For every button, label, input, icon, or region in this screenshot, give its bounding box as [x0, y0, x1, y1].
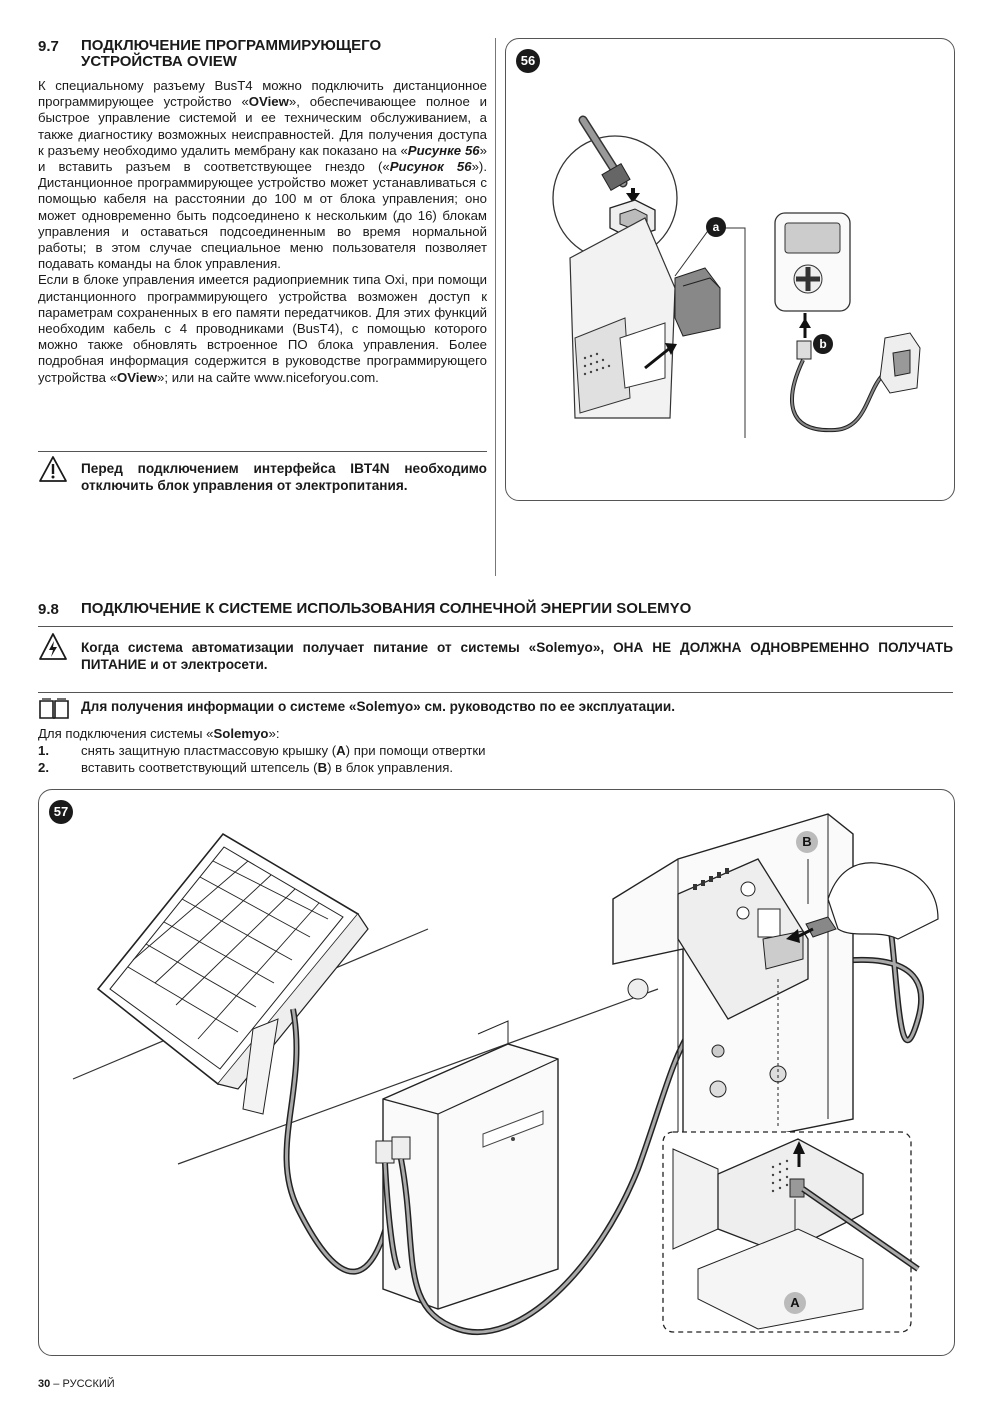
section-98-title: ПОДКЛЮЧЕНИЕ К СИСТЕМЕ ИСПОЛЬЗОВАНИЯ СОЛНЕЧНОЙ ЭНЕРГИИ SOLEMYO — [81, 600, 692, 617]
section-97-title-line2: УСТРОЙСТВА OVIEW — [81, 53, 237, 70]
column-divider — [495, 38, 496, 576]
page-language: – РУССКИЙ — [50, 1378, 115, 1390]
step-bold: B — [317, 760, 328, 775]
step-2-number: 2. — [38, 760, 49, 775]
separator — [38, 451, 487, 452]
figure-57-label-A: A — [784, 1292, 806, 1314]
text-run: » и вставить разъем в соответствующее гнездо (« — [38, 142, 487, 175]
text-run: »; или на сайте www.niceforyou.com. — [157, 369, 379, 385]
figure-57-illustration — [38, 789, 953, 1354]
manual-book-icon — [38, 697, 70, 721]
text-run: »). Дистанционное программирующее устройство может устанавливаться с помощью кабеля на расстоянии до 100 м от блока управления; оно может одновременно быть подсоединено к нескольким (до 16) блокам управления и оставаться подсоединенным во время нормальной работы; в этом случае специальное меню пользователя позволяет подавать команды на блок управления. — [38, 159, 487, 272]
figure-ref: Рисунке 56 — [407, 142, 480, 158]
step-1-text — [81, 743, 486, 758]
text-run: Для подключения системы « — [38, 726, 214, 741]
section-97-paragraph-2 — [38, 272, 487, 385]
section-97-title — [81, 38, 381, 70]
separator — [38, 626, 953, 627]
solemyo-bold: Solemyo — [213, 726, 269, 741]
section-97-warning: Перед подключением интерфейса IBT4N необходимо отключить блок управления от электропитания. — [81, 461, 487, 493]
text-run: К специальному разъему BusT4 можно подключить дистанционное программирующее устройство « — [38, 78, 487, 110]
section-97-number: 9.7 — [38, 38, 59, 55]
text-run: ) в блок управления. — [327, 760, 453, 775]
section-97-paragraph-1 — [38, 78, 487, 272]
figure-56-label-b: b — [813, 334, 833, 354]
text-run: ) при помощи отвертки — [345, 743, 486, 758]
section-97-body — [38, 78, 487, 386]
separator — [38, 692, 953, 693]
figure-ref: Рисунок 56 — [389, 159, 472, 175]
section-97-title-line1: ПОДКЛЮЧЕНИЕ ПРОГРАММИРУЮЩЕГО — [81, 37, 382, 54]
section-98-info: Для получения информации о системе «Solemyo» см. руководство по ее эксплуатации. — [81, 699, 676, 714]
figure-57-label-B: B — [796, 831, 818, 853]
section-98-warning: Когда система автоматизации получает питание от системы «Solemyo», ОНА НЕ ДОЛЖНА ОДНОВРЕМЕННО ПОЛУЧАТЬ ПИТАНИЕ и от электросети. — [81, 640, 953, 672]
warning-triangle-icon — [38, 455, 68, 483]
text-run: снять защитную пластмассовую крышку ( — [81, 743, 337, 758]
oview-bold: OView — [248, 94, 289, 110]
figure-56-label-a: a — [706, 217, 726, 237]
text-run: »: — [268, 726, 280, 741]
figure-57-badge: 57 — [49, 800, 73, 824]
page-number: 30 — [38, 1378, 51, 1390]
section-98-number: 9.8 — [38, 601, 59, 618]
step-bold: A — [336, 743, 346, 758]
section-98-intro — [38, 726, 279, 741]
text-run: вставить соответствующий штепсель ( — [81, 760, 318, 775]
figure-56-illustration — [505, 38, 953, 499]
text-run: Если в блоке управления имеется радиоприемник типа Oxi, при помощи дистанционного программирующего устройства возможен доступ к параметрам сохраненных в его памяти передатчиков. Для этих функций необходим кабель с 4 проводниками (BusT4), с помощью которого можно также обновлять встроенное ПО блока управления. Более подробная информация содержится в руководстве программирующего устройства « — [38, 272, 487, 385]
high-voltage-warning-icon — [38, 632, 68, 662]
page-footer — [38, 1378, 115, 1390]
step-1-number: 1. — [38, 743, 49, 758]
step-2-text — [81, 760, 453, 775]
text-run: », обеспечивающее полное и быстрое управление системой и ее техническим обслуживанием, а также диагностику возможных неисправностей. Для получения доступа к разъему необходимо удалить мембрану как показано на « — [38, 94, 487, 158]
figure-56-badge: 56 — [516, 49, 540, 73]
oview-bold: OView — [116, 369, 158, 385]
